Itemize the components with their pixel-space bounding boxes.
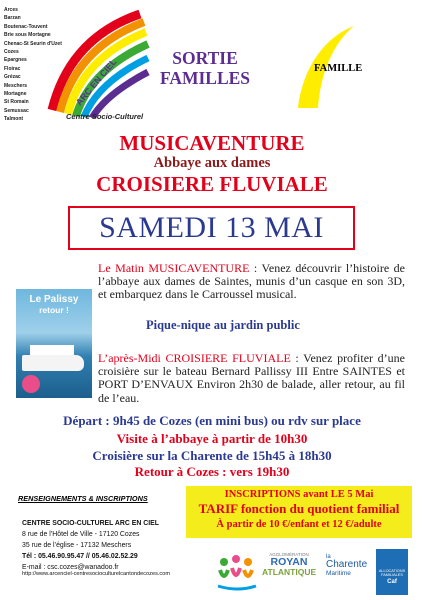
town-item: Epargnes — [4, 57, 27, 64]
event-date: SAMEDI 13 MAI — [99, 211, 324, 244]
retour-line: Retour à Cozes : vers 19h30 — [134, 464, 290, 479]
royan-mid-text: ROYAN — [270, 556, 308, 568]
visite-line: Visite à l’abbaye à partir de 10h30 — [116, 431, 308, 446]
town-item: Mortagne — [4, 91, 27, 98]
pique-nique-line: Pique-nique au jardin public — [146, 318, 300, 332]
title-abbaye: Abbaye aux dames — [153, 155, 271, 171]
sortie-familles-title — [150, 48, 260, 88]
website-link[interactable]: http://www.arcenciel-centresocioculturelcantondecozes.com — [22, 571, 170, 577]
caf-text: ALLOCATIONS FAMILIALES — [378, 569, 406, 578]
boat-photo-sub: retour ! — [39, 305, 69, 315]
depart-line: Départ : 9h45 de Cozes (en mini bus) ou rdv sur place — [63, 413, 361, 428]
town-item: Chenac-St Seurin d'Uzet — [4, 40, 62, 47]
town-item: St Romain — [4, 99, 29, 106]
town-item: Meschers — [4, 82, 28, 89]
royan-atlantique-logo — [262, 552, 316, 577]
royan-top-text: AGGLOMÉRATION — [269, 552, 309, 557]
boat-photo-name: Le Palissy — [29, 294, 79, 305]
apres-midi-paragraph — [98, 352, 405, 405]
caf-mark: Caf — [387, 579, 397, 586]
apres-text: : Venez profiter d’une croisière sur le bateau Bernard Pallissy III Entre SAINTES et PORT D’ENVAUX Environ 2h30 de balade, aller retour, au fil de l’eau. — [98, 351, 405, 405]
town-item: Semussac — [4, 107, 29, 114]
contact-address-2: 35 rue de l’église - 17132 Meschers — [22, 542, 132, 549]
price-line: À partir de 10 €/enfant et 12 €/adulte — [216, 519, 382, 530]
charente-maritime-logo — [326, 554, 368, 577]
title-musicaventure: MUSICAVENTURE — [119, 131, 305, 155]
contact-email[interactable]: E-mail : csc.cozes@wanadoo.fr — [22, 564, 119, 571]
charente-la-text: la — [326, 554, 331, 560]
contact-name: CENTRE SOCIO-CULTUREL ARC EN CIEL — [22, 520, 159, 527]
contact-block — [22, 518, 159, 573]
town-item: Cozes — [4, 49, 19, 56]
familles-line: FAMILLES — [159, 68, 251, 88]
inscriptions-deadline: INSCRIPTIONS avant LE 5 Mai — [224, 489, 374, 500]
charente-name-text: Charente — [326, 559, 368, 570]
town-item: Floirac — [4, 65, 21, 72]
centre-label: Centre Socio-Culturel — [66, 112, 144, 121]
renseignements-heading: RENSEIGNEMENTS & INSCRIPTIONS — [18, 494, 148, 503]
contact-address-1: 8 rue de l’Hôtel de Ville - 17120 Cozes — [22, 531, 140, 538]
boat-photo — [16, 289, 92, 398]
caf-logo — [376, 549, 408, 595]
matin-label: Le Matin MUSICAVENTURE — [98, 261, 250, 275]
town-item: Barzan — [4, 15, 21, 22]
town-list — [4, 6, 104, 124]
sortie-line: SORTIE — [172, 48, 238, 68]
matin-text: : Venez découvrir l’histoire de l’abbaye aux dames de Saintes, munis d’un casque en son 3D, et embarquez dans le Carroussel musical. — [98, 261, 405, 302]
logo-arc-text: ARC EN CIEL — [73, 56, 119, 108]
contact-phone: Tél : 05.46.90.95.47 // 05.46.02.52.29 — [22, 553, 138, 560]
matin-paragraph — [98, 262, 405, 302]
town-item: Brie sous Mortagne — [4, 32, 51, 39]
royan-bot-text: ATLANTIQUE — [262, 567, 317, 577]
famille-tag: FAMILLE — [314, 63, 363, 74]
boat-badge-icon — [22, 375, 40, 393]
title-croisiere: CROISIERE FLUVIALE — [96, 172, 328, 196]
tarif-line: TARIF fonction du quotient familial — [198, 501, 400, 516]
charente-sub-text: Maritime — [326, 570, 351, 577]
town-item: Grézac — [4, 74, 21, 81]
croisiere-time-line: Croisière sur la Charente de 15h45 à 18h30 — [92, 448, 332, 463]
town-item: Boutenac-Touvent — [4, 23, 48, 30]
town-item: Talmont — [4, 116, 24, 123]
apres-label: L’après-Midi CROISIERE FLUVIALE — [98, 351, 291, 365]
inscriptions-box — [186, 486, 412, 538]
partner-people-logo-icon — [216, 552, 258, 592]
boat-hull — [22, 355, 84, 371]
date-box — [68, 206, 355, 250]
town-item: Arces — [4, 7, 18, 13]
